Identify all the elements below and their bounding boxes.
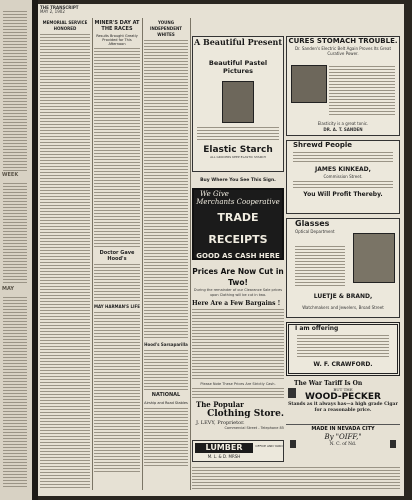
ad-stomach-subtitle: Dr. Sanden's Electric Belt Again Proves Its Great Curative Power. — [294, 46, 392, 56]
ad-glasses-sub: Optical Department — [295, 229, 335, 234]
ad-merchants-cooperative-name: Merchants Cooperative — [196, 198, 280, 206]
ad-glasses-title: Glasses — [295, 219, 330, 228]
column-3-text — [144, 40, 188, 340]
ad-prices-bargains: Here Are a Few Bargains ! — [192, 300, 281, 307]
ad-prices-store-line2: Clothing Store. — [207, 409, 284, 419]
ad-merchants-trade-receipts: TRADE RECEIPTS — [208, 211, 268, 246]
ad-offers-title: I am offering — [295, 325, 339, 332]
column-3-subhead-airship: Airship and Road Stables — [144, 401, 188, 405]
column-3-headline-hoods: Hood's Sarsaparilla — [144, 342, 188, 347]
ad-made-in-nevada-city — [286, 424, 400, 459]
ad-prices-store-line1: The Popular — [196, 400, 244, 409]
news-column-3 — [144, 18, 188, 490]
adjacent-page-edge — [0, 0, 32, 500]
ad-prices-cash-note: Please Note These Prices Are Strictly Cash. — [200, 382, 276, 386]
ad-shrewd-sub: Commission Street. — [323, 174, 363, 179]
ad-prices-list — [192, 309, 284, 381]
ad-tariff-line2: BUT THE — [333, 387, 353, 392]
ad-glasses-optical — [286, 218, 400, 318]
column-rule — [190, 18, 191, 490]
ad-present-subtitle: Beautiful Pastel Pictures — [208, 59, 268, 75]
ad-lumber-sub: M. L. & D. MRSH — [207, 454, 241, 459]
ad-tariff-line1: The War Tariff Is On — [294, 380, 363, 387]
ad-shrewd-title: Shrewd People — [293, 141, 352, 149]
ad-merchants-cooperative — [192, 188, 284, 260]
ad-glasses-text — [295, 246, 345, 286]
ad-present-title: A Beautiful Present — [193, 37, 283, 47]
bird-right-icon — [390, 440, 396, 448]
page-bottom-text — [192, 467, 400, 491]
ad-merchants-good-as-cash: GOOD AS CASH HERE — [196, 252, 280, 260]
masthead-date: MAY 2, 1902 — [40, 9, 65, 14]
ad-prices-title: Prices Are Now Cut in Two! — [192, 267, 284, 287]
portrait-image — [291, 65, 327, 103]
ad-stomach-text — [329, 66, 395, 116]
spine-word-may: MAY — [2, 286, 14, 292]
ad-prices-cut-in-two — [192, 266, 284, 434]
ad-nevada-line1: MADE IN NEVADA CITY — [311, 426, 375, 432]
ad-lumber-title: LUMBER — [195, 443, 253, 453]
ad-nevada-line3: N. C. of Nd. — [329, 442, 357, 447]
spine-word-week: WEEK — [2, 172, 19, 178]
column-3-text-c — [144, 408, 188, 468]
ad-prices-address: Commercial Street - Telephone 85 — [224, 426, 284, 430]
ad-shrewd-text-b — [293, 181, 393, 189]
ad-cures-stomach-trouble — [286, 36, 400, 136]
news-column-2 — [94, 18, 140, 490]
woodpecker-icon — [288, 388, 296, 398]
masthead-title: THE TRANSCRIPT — [40, 5, 79, 10]
column-2-text-b — [94, 264, 140, 302]
ad-prices-owner: J. LEVY, Proprietor. — [196, 420, 245, 426]
ad-stomach-name: DR. A. T. SANDEN — [323, 127, 363, 132]
ad-offers-list — [297, 335, 389, 359]
spectacled-face-image — [353, 233, 395, 283]
column-rule — [142, 18, 143, 490]
ad-lumber-office: OFFICE AND YARD — [255, 444, 283, 448]
ad-glasses-name: LUETJE & BRAND, — [313, 293, 373, 300]
column-3-headline-national: NATIONAL — [151, 392, 181, 398]
column-2-headline-harman: MAY HARMAN'S LIFE — [94, 304, 140, 309]
column-1-headline: MEMORIAL SERVICE HONORED — [42, 20, 88, 31]
column-3-headline: YOUNG INDEPENDENT WHITES — [149, 20, 183, 37]
newspaper-page — [38, 4, 404, 496]
column-2-text — [94, 48, 140, 248]
ad-stomach-title: CURES STOMACH TROUBLE. — [288, 37, 398, 45]
bird-left-icon — [290, 440, 296, 448]
ad-present-text — [197, 127, 279, 141]
buy-where-sign-caption: Buy Where You See This Sign. — [200, 178, 276, 183]
ad-prices-text-b — [192, 388, 284, 400]
ad-i-am-offering — [286, 322, 400, 376]
ad-offers-name: W. F. CRAWFORD. — [313, 361, 373, 368]
ad-nevada-line2: By "OIFF," — [324, 433, 362, 441]
column-2-text-c — [94, 312, 140, 472]
ad-shrewd-people — [286, 140, 400, 214]
column-2-subhead: Results Brought Greatly Provided for This Afternoon — [96, 34, 138, 46]
ad-shrewd-foot: You Will Profit Thereby. — [303, 191, 383, 198]
column-2-headline: MINER'S DAY AT THE RACES — [94, 20, 140, 32]
ad-glasses-foot: Watchmakers and Jewelers, Broad Street — [302, 305, 384, 310]
ad-shrewd-name: JAMES KINKEAD, — [315, 166, 371, 173]
ad-wood-pecker-cigar — [286, 380, 400, 416]
news-column-1 — [40, 18, 90, 490]
ad-present-note: ALL GROCERS KEEP ELASTIC STARCH — [210, 155, 266, 159]
ad-beautiful-present — [192, 36, 284, 172]
masthead — [40, 6, 112, 16]
ad-tariff-brand: WOOD-PECKER — [304, 392, 381, 402]
ad-shrewd-text — [293, 152, 393, 164]
ad-prices-sub: During the remainder of our Clearance Sale prices upon Clothing will be cut in two. — [193, 288, 283, 297]
starch-box-image — [222, 81, 254, 123]
column-2-headline-hoods: Doctor Gave Hood's — [99, 250, 135, 262]
ad-tariff-line4: Stands as it always has—a high grade Cigar for a reasonable price. — [288, 402, 398, 413]
column-1-text — [40, 34, 90, 489]
column-rule — [92, 18, 93, 490]
column-3-text-b — [144, 350, 188, 390]
ad-lumber — [192, 440, 284, 462]
ad-merchants-we-give: We Give — [200, 190, 229, 198]
ad-stomach-foot: Elasticity is a great tonic. — [317, 121, 369, 126]
ad-present-brand: Elastic Starch — [203, 145, 273, 155]
